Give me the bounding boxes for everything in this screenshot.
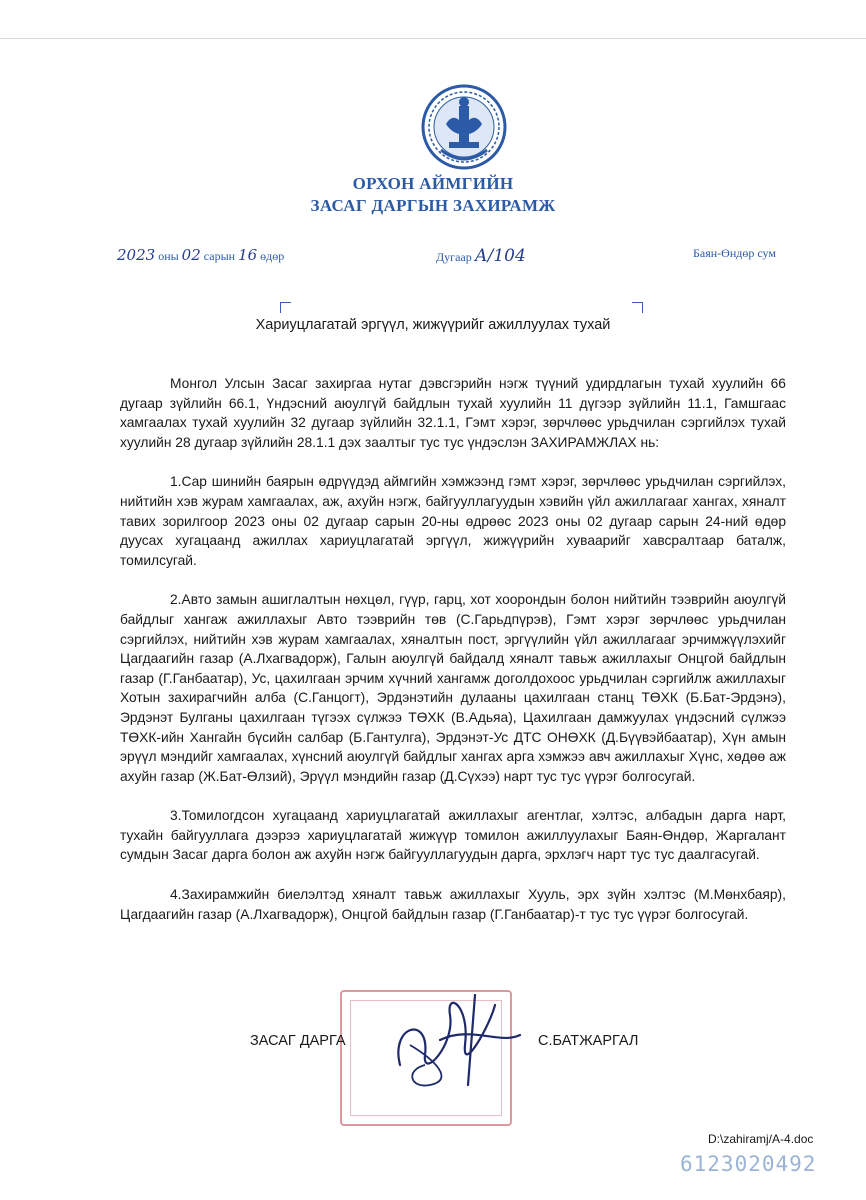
date-year: 2023 bbox=[117, 246, 156, 264]
page-edge-line bbox=[0, 38, 866, 39]
org-name-line1: ОРХОН АЙМГИЙН bbox=[352, 174, 514, 193]
signatory-name: С.БАТЖАРГАЛ bbox=[538, 1033, 639, 1049]
body-paragraph-preamble: Монгол Улсын Засаг захиргаа нутаг дэвсгэрийн нэгж түүний удирдлагын тухай хуулийн 66 дугаар зүйлийн 66.1, Үндэсний аюулгүй байдлын тухай хуулийн 11 дүгээр зүйлийн 11.1, Гамшгаас хамгаалах тухай хуулийн 32 дугаар зүйлийн 32.1.1, Гэмт хэрэг, зөрчлөөс урьдчилан сэргийлэх тухай хуулийн 28 дугаар зүйлийн 28.1.1 дэх заалтыг тус тус үндэслэн ЗАХИРАМЖЛАХ нь: bbox=[120, 376, 786, 450]
subject-bracket-right bbox=[632, 302, 643, 313]
document-serial-number: 6123020492 bbox=[680, 1152, 817, 1176]
place-name: Баян-Өндөр сум bbox=[693, 246, 776, 260]
state-emblem-icon bbox=[419, 84, 509, 170]
date-field bbox=[117, 246, 284, 264]
body-paragraph-3: 3.Томилогдсон хугацаанд хариуцлагатай ажиллахыг агентлаг, хэлтэс, албадын дарга нарт, тухайн байгууллага дээрээ хариуцлагатай жижүүр томилон ажиллуулахыг Баян-Өндөр, Жаргалант сумдын Засаг дарга болон аж ахуйн нэгж байгууллагуудын дарга, эрхлэгч нарт тус тус даалгасугай. bbox=[120, 808, 786, 863]
document-subject: Хариуцлагатай эргүүл, жижүүрийг ажиллуулах тухай bbox=[255, 317, 611, 333]
date-month-suffix: сарын bbox=[203, 249, 236, 263]
document-number-label: Дугаар bbox=[436, 250, 472, 264]
document-number-value: А/104 bbox=[474, 246, 526, 266]
org-name-line2: ЗАСАГ ДАРГЫН ЗАХИРАМЖ bbox=[310, 196, 556, 215]
subject-bracket-left bbox=[280, 302, 291, 313]
handwritten-signature bbox=[380, 985, 540, 1095]
date-day-suffix: өдөр bbox=[260, 249, 285, 263]
body-paragraph-1: 1.Сар шинийн баярын өдрүүдэд аймгийн хэмжээнд гэмт хэрэг, зөрчлөөс урьдчилан сэргийлэх, нийтийн хэв журам хамгаалах, аж, ахуйн нэгж, байгууллагуудын хэвийн үйл ажиллагааг хангах, хяналт тавих зорилгоор 2023 оны 02 дугаар сарын 20-ны өдрөөс 2023 оны 02 дугаар сарын 24-ний өдөр дуусах хугацаанд ажиллах хариуцлагатай эргүүл, жижүүрийн хуваарийг хавсралтаар баталж, томилсугай. bbox=[120, 474, 786, 568]
document-number-field bbox=[436, 246, 526, 266]
file-path-reference: D:\zahiramj/A-4.doc bbox=[708, 1132, 814, 1146]
body-paragraph-4: 4.Захирамжийн биелэлтэд хяналт тавьж ажиллахыг Хууль, эрх зүйн хэлтэс (М.Мөнхбаяр), Цагдаагийн газар (А.Лхагвадорж), Онцгой байдлын газар (Г.Ганбаатар)-т тус тус үүрэг болгосугай. bbox=[120, 887, 786, 922]
date-year-suffix: оны bbox=[158, 249, 179, 263]
body-paragraph-2: 2.Авто замын ашиглалтын нөхцөл, гүүр, гарц, хот хоорондын болон нийтийн тээврийн аюулгүй байдлыг хангаж ажиллахыг Авто тээврийн төв (С.Гарьдпүрэв), Гэмт хэрэг зөрчлөөс урьдчилан сэргийлэх, нийтийн хэв журам хамгаалах, хяналтын пост, эргүүлийн үйл ажиллагааг эрчимжүүлэхийг Цагдаагийн газар (А.Лхагвадорж), Галын аюулгүй байдалд хяналт тавьж ажиллахыг Онцгой байдлын газар (Г.Ганбаатар), Ус, цахилгаан эрчим хүчний хангамж доголдохоос урьдчилан сэргийлж ажиллахыг Хотын захирагчийн алба (С.Ганцогт), Эрдэнэтийн дулааны цахилгаан станц ТӨХК (Б.Бат-Эрдэнэ), Эрдэнэт Булганы цахилгаан түгээх сүлжээ ТӨХК (В.Адьяа), Цахилгаан дамжуулах үндэсний сүлжээ ТӨХК-ийн Хангайн бүсийн салбар (Б.Гантулга), Эрдэнэт-Ус ДТС ОНӨХК (Д.Бүүвэйбаатар), Хүн амын эрүүл мэндийг хамгаалах, хүнсний аюулгүй байдлыг хангах арга хэмжээ авч ажиллахыг Хүнс, хөдөө аж ахуйн газар (Ж.Бат-Өлзий), Эрүүл мэндийн газар (Д.Сүхээ) нарт тус тус үүрэг болгосугай. bbox=[120, 592, 786, 784]
date-month: 02 bbox=[181, 246, 201, 264]
signatory-title: ЗАСАГ ДАРГА bbox=[250, 1033, 346, 1049]
document-body bbox=[120, 374, 786, 944]
date-day: 16 bbox=[238, 246, 258, 264]
